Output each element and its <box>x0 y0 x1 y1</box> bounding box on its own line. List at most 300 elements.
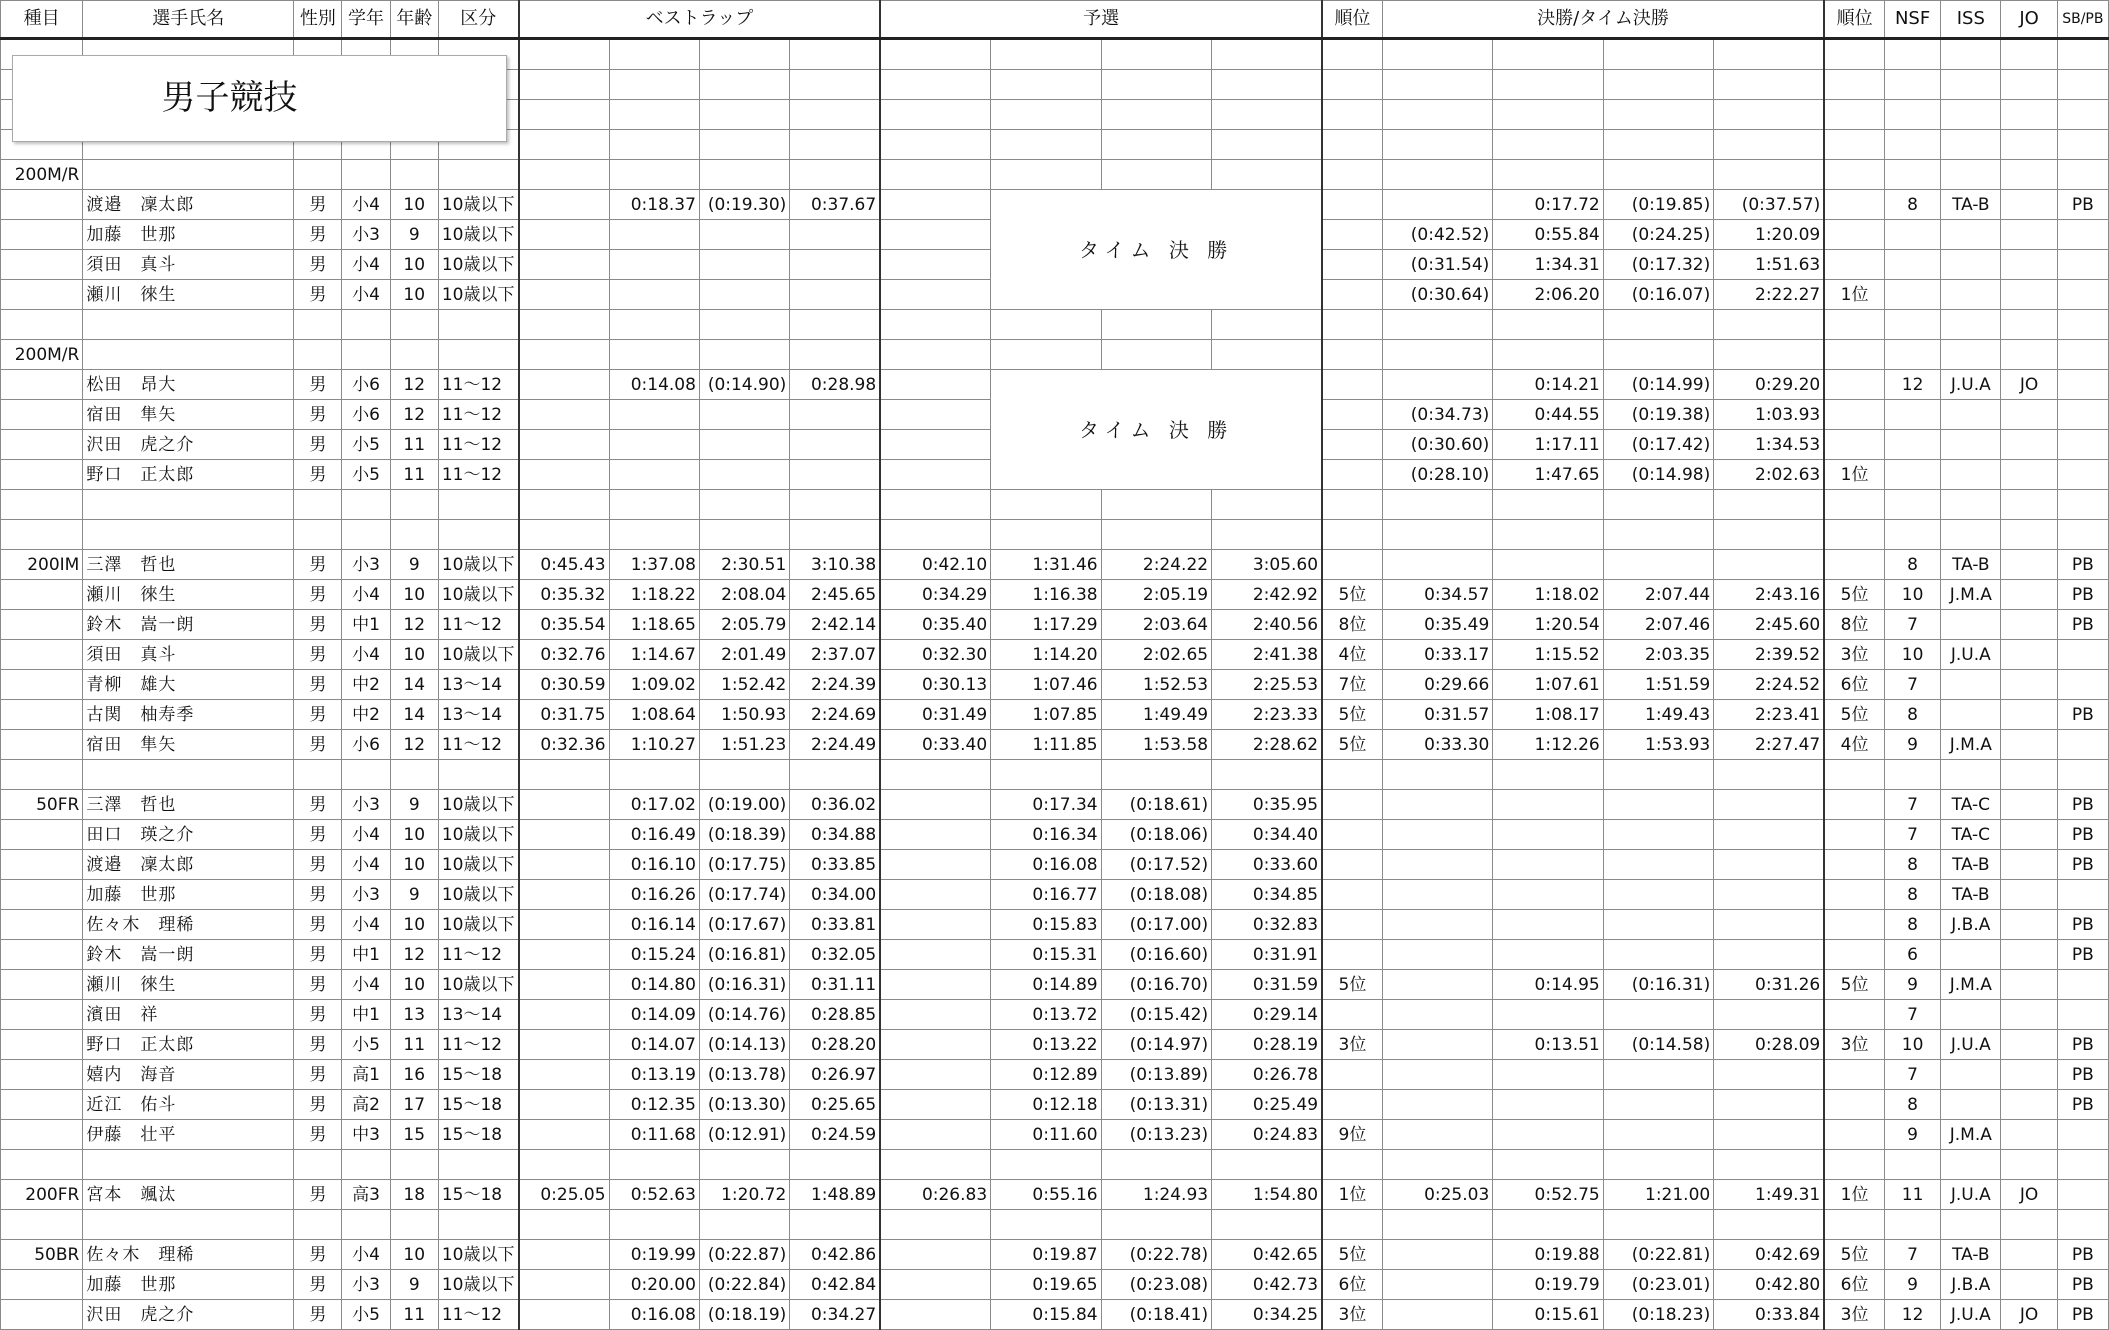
time-cell[interactable] <box>880 1300 990 1330</box>
division-cell[interactable]: 10歳以下 <box>438 280 518 310</box>
time-cell[interactable]: 0:24.83 <box>1212 1120 1322 1150</box>
grade-cell[interactable] <box>342 1210 390 1240</box>
time-cell[interactable] <box>880 940 990 970</box>
time-cell[interactable]: (0:14.98) <box>1603 460 1713 490</box>
time-cell[interactable] <box>880 490 990 520</box>
time-cell[interactable]: (0:19.38) <box>1603 400 1713 430</box>
time-cell[interactable] <box>1941 220 2001 250</box>
time-cell[interactable] <box>2001 310 2057 340</box>
time-cell[interactable] <box>880 39 990 70</box>
time-cell[interactable] <box>1603 490 1713 520</box>
time-cell[interactable]: J.M.A <box>1941 970 2001 1000</box>
time-cell[interactable]: 1位 <box>1824 1180 1884 1210</box>
age-cell[interactable] <box>390 1150 438 1180</box>
time-cell[interactable] <box>609 310 699 340</box>
age-cell[interactable]: 12 <box>390 400 438 430</box>
time-cell[interactable] <box>1493 910 1603 940</box>
time-cell[interactable]: (0:16.31) <box>1603 970 1713 1000</box>
time-cell[interactable] <box>1322 430 1382 460</box>
time-cell[interactable]: 0:17.02 <box>609 790 699 820</box>
time-cell[interactable]: J.B.A <box>1941 910 2001 940</box>
time-cell[interactable] <box>1322 1090 1382 1120</box>
time-cell[interactable] <box>1493 1150 1603 1180</box>
time-cell[interactable]: (0:12.91) <box>699 1120 789 1150</box>
time-cell[interactable] <box>790 280 880 310</box>
time-cell[interactable]: 0:24.59 <box>790 1120 880 1150</box>
time-cell[interactable] <box>1603 130 1713 160</box>
time-cell[interactable]: JO <box>2001 1300 2057 1330</box>
time-cell[interactable]: 12 <box>1884 370 1940 400</box>
time-cell[interactable]: 0:11.68 <box>609 1120 699 1150</box>
time-cell[interactable] <box>519 880 609 910</box>
time-cell[interactable]: 1:53.58 <box>1101 730 1211 760</box>
division-cell[interactable]: 13～14 <box>438 700 518 730</box>
time-cell[interactable] <box>790 70 880 100</box>
time-cell[interactable]: 2:03.35 <box>1603 640 1713 670</box>
time-cell[interactable] <box>2001 160 2057 190</box>
time-cell[interactable] <box>1824 160 1884 190</box>
event-cell[interactable]: 200IM <box>1 550 83 580</box>
time-cell[interactable]: 2:05.19 <box>1101 580 1211 610</box>
age-cell[interactable]: 12 <box>390 610 438 640</box>
time-cell[interactable] <box>991 1150 1101 1180</box>
age-cell[interactable]: 9 <box>390 880 438 910</box>
time-cell[interactable] <box>880 460 990 490</box>
time-cell[interactable]: 0:29.14 <box>1212 1000 1322 1030</box>
time-cell[interactable] <box>2001 610 2057 640</box>
time-cell[interactable] <box>1322 1000 1382 1030</box>
time-cell[interactable] <box>991 520 1101 550</box>
time-cell[interactable] <box>1493 340 1603 370</box>
time-cell[interactable] <box>609 490 699 520</box>
time-cell[interactable] <box>1212 760 1322 790</box>
time-cell[interactable] <box>1382 130 1492 160</box>
time-cell[interactable]: 1:31.46 <box>991 550 1101 580</box>
time-cell[interactable]: 1:51.59 <box>1603 670 1713 700</box>
time-cell[interactable] <box>519 910 609 940</box>
time-cell[interactable] <box>1603 70 1713 100</box>
time-cell[interactable] <box>519 1240 609 1270</box>
time-cell[interactable] <box>880 310 990 340</box>
time-cell[interactable] <box>2001 760 2057 790</box>
time-cell[interactable]: (0:13.31) <box>1101 1090 1211 1120</box>
time-cell[interactable] <box>1382 760 1492 790</box>
time-cell[interactable] <box>699 1150 789 1180</box>
time-cell[interactable]: (0:14.99) <box>1603 370 1713 400</box>
time-cell[interactable]: (0:22.78) <box>1101 1240 1211 1270</box>
time-cell[interactable]: 9 <box>1884 730 1940 760</box>
time-cell[interactable]: 0:33.60 <box>1212 850 1322 880</box>
time-cell[interactable]: 0:34.27 <box>790 1300 880 1330</box>
event-cell[interactable] <box>1 1300 83 1330</box>
time-cell[interactable] <box>1603 1090 1713 1120</box>
time-cell[interactable] <box>1382 310 1492 340</box>
time-cell[interactable] <box>2001 39 2057 70</box>
division-cell[interactable] <box>438 760 518 790</box>
time-cell[interactable]: 2:05.79 <box>699 610 789 640</box>
time-cell[interactable]: 0:31.75 <box>519 700 609 730</box>
time-cell[interactable]: (0:17.75) <box>699 850 789 880</box>
time-cell[interactable] <box>790 400 880 430</box>
time-cell[interactable]: J.M.A <box>1941 730 2001 760</box>
division-cell[interactable] <box>438 520 518 550</box>
name-cell[interactable]: 近江 佑斗 <box>83 1090 294 1120</box>
time-cell[interactable] <box>1322 100 1382 130</box>
time-cell[interactable] <box>2001 1270 2057 1300</box>
time-cell[interactable]: 1:52.42 <box>699 670 789 700</box>
time-cell[interactable]: 0:28.09 <box>1714 1030 1825 1060</box>
time-cell[interactable] <box>880 1120 990 1150</box>
time-cell[interactable] <box>1101 520 1211 550</box>
time-cell[interactable] <box>2001 730 2057 760</box>
time-cell[interactable] <box>2057 370 2108 400</box>
time-cell[interactable]: 2:25.53 <box>1212 670 1322 700</box>
age-cell[interactable]: 10 <box>390 910 438 940</box>
time-cell[interactable] <box>1382 70 1492 100</box>
time-cell[interactable] <box>519 39 609 70</box>
time-cell[interactable]: 0:42.69 <box>1714 1240 1825 1270</box>
time-cell[interactable]: 7 <box>1884 1000 1940 1030</box>
time-cell[interactable]: 0:32.83 <box>1212 910 1322 940</box>
time-cell[interactable] <box>991 70 1101 100</box>
time-cell[interactable] <box>790 220 880 250</box>
time-cell[interactable] <box>1493 940 1603 970</box>
time-cell[interactable]: 1:03.93 <box>1714 400 1825 430</box>
event-cell[interactable] <box>1 190 83 220</box>
time-cell[interactable]: 11 <box>1884 1180 1940 1210</box>
time-cell[interactable] <box>1824 1060 1884 1090</box>
time-cell[interactable] <box>699 490 789 520</box>
time-cell[interactable] <box>609 340 699 370</box>
name-cell[interactable] <box>83 1150 294 1180</box>
time-cell[interactable]: (0:13.78) <box>699 1060 789 1090</box>
time-cell[interactable] <box>2057 880 2108 910</box>
time-cell[interactable]: 1:07.61 <box>1493 670 1603 700</box>
name-cell[interactable]: 宿田 隼矢 <box>83 730 294 760</box>
time-cell[interactable] <box>519 760 609 790</box>
time-cell[interactable] <box>519 400 609 430</box>
time-cell[interactable] <box>991 490 1101 520</box>
time-cell[interactable] <box>880 160 990 190</box>
time-cell[interactable]: 0:29.20 <box>1714 370 1825 400</box>
time-cell[interactable]: 0:34.88 <box>790 820 880 850</box>
time-cell[interactable]: 1:18.65 <box>609 610 699 640</box>
name-cell[interactable]: 瀬川 徠生 <box>83 580 294 610</box>
grade-cell[interactable]: 高3 <box>342 1180 390 1210</box>
event-cell[interactable] <box>1 940 83 970</box>
name-cell[interactable]: 渡邉 凜太郎 <box>83 190 294 220</box>
time-cell[interactable]: 0:16.49 <box>609 820 699 850</box>
time-cell[interactable]: (0:30.60) <box>1382 430 1492 460</box>
time-cell[interactable] <box>1824 250 1884 280</box>
time-cell[interactable]: 0:32.05 <box>790 940 880 970</box>
name-cell[interactable] <box>83 310 294 340</box>
time-cell[interactable] <box>1714 850 1825 880</box>
time-cell[interactable] <box>1493 1090 1603 1120</box>
time-cell[interactable] <box>1382 910 1492 940</box>
age-cell[interactable]: 10 <box>390 850 438 880</box>
time-cell[interactable]: (0:23.08) <box>1101 1270 1211 1300</box>
time-cell[interactable]: 0:42.86 <box>790 1240 880 1270</box>
time-cell[interactable] <box>880 370 990 400</box>
event-cell[interactable] <box>1 850 83 880</box>
sex-cell[interactable]: 男 <box>294 370 342 400</box>
time-cell[interactable] <box>1824 910 1884 940</box>
time-cell[interactable] <box>1322 940 1382 970</box>
time-cell[interactable] <box>1941 340 2001 370</box>
sex-cell[interactable]: 男 <box>294 250 342 280</box>
time-cell[interactable]: 3位 <box>1824 1030 1884 1060</box>
time-cell[interactable]: 2:23.41 <box>1714 700 1825 730</box>
age-cell[interactable]: 12 <box>390 940 438 970</box>
time-cell[interactable]: 0:14.08 <box>609 370 699 400</box>
time-cell[interactable] <box>1493 850 1603 880</box>
time-cell[interactable] <box>1322 400 1382 430</box>
time-cell[interactable] <box>1382 1000 1492 1030</box>
time-cell[interactable] <box>2057 670 2108 700</box>
age-cell[interactable]: 9 <box>390 1270 438 1300</box>
sex-cell[interactable]: 男 <box>294 880 342 910</box>
time-cell[interactable]: (0:23.01) <box>1603 1270 1713 1300</box>
event-cell[interactable] <box>1 1060 83 1090</box>
time-cell[interactable]: 1:08.64 <box>609 700 699 730</box>
time-cell[interactable] <box>2001 910 2057 940</box>
event-cell[interactable]: 200M/R <box>1 160 83 190</box>
time-cell[interactable] <box>1824 1000 1884 1030</box>
time-cell[interactable]: (0:22.87) <box>699 1240 789 1270</box>
time-cell[interactable] <box>519 430 609 460</box>
time-cell[interactable] <box>1212 100 1322 130</box>
time-cell[interactable]: (0:19.85) <box>1603 190 1713 220</box>
time-cell[interactable]: 0:16.10 <box>609 850 699 880</box>
event-cell[interactable]: 50BR <box>1 1240 83 1270</box>
time-cell[interactable]: 0:14.89 <box>991 970 1101 1000</box>
grade-cell[interactable] <box>342 520 390 550</box>
time-cell[interactable]: PB <box>2057 820 2108 850</box>
time-cell[interactable]: 9 <box>1884 1120 1940 1150</box>
time-cell[interactable] <box>2057 730 2108 760</box>
time-cell[interactable]: 6 <box>1884 940 1940 970</box>
time-cell[interactable]: 0:28.85 <box>790 1000 880 1030</box>
time-cell[interactable] <box>609 1210 699 1240</box>
sex-cell[interactable]: 男 <box>294 1270 342 1300</box>
time-cell[interactable]: 0:31.57 <box>1382 700 1492 730</box>
name-cell[interactable]: 古関 柚寿季 <box>83 700 294 730</box>
division-cell[interactable] <box>438 160 518 190</box>
time-cell[interactable] <box>609 1150 699 1180</box>
time-cell[interactable] <box>1212 70 1322 100</box>
time-cell[interactable]: 2:28.62 <box>1212 730 1322 760</box>
time-cell[interactable] <box>2057 100 2108 130</box>
time-cell[interactable]: 0:42.73 <box>1212 1270 1322 1300</box>
time-cell[interactable] <box>880 1030 990 1060</box>
time-cell[interactable]: 0:35.32 <box>519 580 609 610</box>
time-cell[interactable] <box>991 160 1101 190</box>
time-cell[interactable] <box>2001 250 2057 280</box>
time-cell[interactable] <box>1382 1090 1492 1120</box>
event-cell[interactable] <box>1 730 83 760</box>
time-cell[interactable]: 0:16.08 <box>991 850 1101 880</box>
time-cell[interactable]: 12 <box>1884 1300 1940 1330</box>
time-cell[interactable]: 6位 <box>1824 670 1884 700</box>
time-cell[interactable] <box>1382 790 1492 820</box>
time-cell[interactable] <box>790 1210 880 1240</box>
time-cell[interactable] <box>1714 760 1825 790</box>
time-cell[interactable]: PB <box>2057 790 2108 820</box>
name-cell[interactable]: 佐々木 理稀 <box>83 910 294 940</box>
time-cell[interactable] <box>519 1150 609 1180</box>
division-cell[interactable]: 11～12 <box>438 1030 518 1060</box>
time-cell[interactable] <box>1382 100 1492 130</box>
time-cell[interactable] <box>1493 820 1603 850</box>
time-cell[interactable]: 0:15.31 <box>991 940 1101 970</box>
time-cell[interactable] <box>1824 1120 1884 1150</box>
division-cell[interactable]: 11～12 <box>438 610 518 640</box>
event-cell[interactable] <box>1 610 83 640</box>
time-cell[interactable]: 9 <box>1884 970 1940 1000</box>
time-cell[interactable]: PB <box>2057 910 2108 940</box>
time-cell[interactable]: 2:24.39 <box>790 670 880 700</box>
time-cell[interactable] <box>519 940 609 970</box>
sex-cell[interactable]: 男 <box>294 640 342 670</box>
division-cell[interactable]: 10歳以下 <box>438 250 518 280</box>
time-cell[interactable]: 2:24.22 <box>1101 550 1211 580</box>
division-cell[interactable] <box>438 1210 518 1240</box>
time-cell[interactable] <box>1212 490 1322 520</box>
sex-cell[interactable]: 男 <box>294 940 342 970</box>
time-cell[interactable]: 0:15.61 <box>1493 1300 1603 1330</box>
time-cell[interactable] <box>2057 310 2108 340</box>
division-cell[interactable] <box>438 340 518 370</box>
sex-cell[interactable] <box>294 1150 342 1180</box>
time-cell[interactable] <box>2057 1150 2108 1180</box>
time-cell[interactable]: 0:35.54 <box>519 610 609 640</box>
time-cell[interactable] <box>790 39 880 70</box>
time-cell[interactable] <box>1101 760 1211 790</box>
grade-cell[interactable] <box>342 760 390 790</box>
division-cell[interactable]: 15～18 <box>438 1060 518 1090</box>
time-cell[interactable]: 0:42.80 <box>1714 1270 1825 1300</box>
time-cell[interactable] <box>699 160 789 190</box>
time-cell[interactable]: (0:17.52) <box>1101 850 1211 880</box>
time-cell[interactable] <box>2057 1000 2108 1030</box>
time-cell[interactable] <box>880 190 990 220</box>
time-cell[interactable] <box>1714 1090 1825 1120</box>
time-cell[interactable] <box>1322 250 1382 280</box>
time-cell[interactable] <box>1824 220 1884 250</box>
name-cell[interactable]: 濱田 祥 <box>83 1000 294 1030</box>
age-cell[interactable]: 15 <box>390 1120 438 1150</box>
event-cell[interactable] <box>1 460 83 490</box>
grade-cell[interactable]: 高2 <box>342 1090 390 1120</box>
time-cell[interactable] <box>1824 760 1884 790</box>
time-cell[interactable]: 0:20.00 <box>609 1270 699 1300</box>
event-cell[interactable]: 200M/R <box>1 340 83 370</box>
grade-cell[interactable]: 小3 <box>342 880 390 910</box>
time-cell[interactable]: 0:16.26 <box>609 880 699 910</box>
grade-cell[interactable]: 中1 <box>342 940 390 970</box>
time-cell[interactable] <box>2001 700 2057 730</box>
time-cell[interactable]: 0:19.88 <box>1493 1240 1603 1270</box>
time-cell[interactable]: 0:26.97 <box>790 1060 880 1090</box>
time-cell[interactable] <box>2001 430 2057 460</box>
time-cell[interactable] <box>2001 880 2057 910</box>
time-cell[interactable]: 0:12.35 <box>609 1090 699 1120</box>
sex-cell[interactable]: 男 <box>294 1180 342 1210</box>
time-cell[interactable] <box>1382 39 1492 70</box>
time-cell[interactable] <box>1493 520 1603 550</box>
time-cell[interactable] <box>519 490 609 520</box>
time-cell[interactable] <box>1603 550 1713 580</box>
time-cell[interactable] <box>1322 820 1382 850</box>
time-cell[interactable]: 5位 <box>1322 730 1382 760</box>
time-cell[interactable] <box>880 1270 990 1300</box>
grade-cell[interactable]: 高1 <box>342 1060 390 1090</box>
time-cell[interactable]: 0:14.95 <box>1493 970 1603 1000</box>
time-cell[interactable]: 0:28.20 <box>790 1030 880 1060</box>
division-cell[interactable]: 13～14 <box>438 1000 518 1030</box>
time-cell[interactable] <box>1884 220 1940 250</box>
time-cell[interactable] <box>1322 1210 1382 1240</box>
time-cell[interactable]: 0:52.75 <box>1493 1180 1603 1210</box>
time-cell[interactable]: (0:30.64) <box>1382 280 1492 310</box>
time-cell[interactable]: PB <box>2057 1060 2108 1090</box>
age-cell[interactable]: 17 <box>390 1090 438 1120</box>
time-cell[interactable] <box>880 850 990 880</box>
time-cell[interactable]: 1位 <box>1824 280 1884 310</box>
time-cell[interactable] <box>790 1150 880 1180</box>
time-cell[interactable] <box>2001 670 2057 700</box>
time-cell[interactable] <box>880 280 990 310</box>
time-cell[interactable] <box>880 400 990 430</box>
age-cell[interactable]: 10 <box>390 820 438 850</box>
time-cell[interactable] <box>1714 820 1825 850</box>
time-cell[interactable] <box>1714 70 1825 100</box>
division-cell[interactable]: 11～12 <box>438 730 518 760</box>
time-cell[interactable] <box>1382 1120 1492 1150</box>
grade-cell[interactable]: 中1 <box>342 1000 390 1030</box>
grade-cell[interactable] <box>342 160 390 190</box>
time-cell[interactable] <box>880 1060 990 1090</box>
event-cell[interactable] <box>1 700 83 730</box>
age-cell[interactable]: 10 <box>390 970 438 1000</box>
grade-cell[interactable]: 中2 <box>342 670 390 700</box>
time-cell[interactable] <box>1714 490 1825 520</box>
time-cell[interactable] <box>1322 460 1382 490</box>
sex-cell[interactable]: 男 <box>294 850 342 880</box>
age-cell[interactable]: 10 <box>390 1240 438 1270</box>
sex-cell[interactable]: 男 <box>294 580 342 610</box>
event-cell[interactable] <box>1 580 83 610</box>
time-cell[interactable] <box>1714 550 1825 580</box>
time-cell[interactable] <box>1101 340 1211 370</box>
division-cell[interactable]: 10歳以下 <box>438 1240 518 1270</box>
time-cell[interactable] <box>1322 280 1382 310</box>
time-cell[interactable] <box>1493 160 1603 190</box>
name-cell[interactable]: 青柳 雄大 <box>83 670 294 700</box>
time-cell[interactable] <box>699 250 789 280</box>
time-cell[interactable] <box>609 520 699 550</box>
name-cell[interactable] <box>83 760 294 790</box>
time-cell[interactable] <box>1603 1000 1713 1030</box>
time-cell[interactable] <box>991 1210 1101 1240</box>
time-cell[interactable]: 0:33.30 <box>1382 730 1492 760</box>
time-cell[interactable] <box>1603 39 1713 70</box>
time-cell[interactable]: (0:16.31) <box>699 970 789 1000</box>
time-cell[interactable]: (0:18.61) <box>1101 790 1211 820</box>
division-cell[interactable]: 11～12 <box>438 430 518 460</box>
name-cell[interactable]: 松田 昂大 <box>83 370 294 400</box>
